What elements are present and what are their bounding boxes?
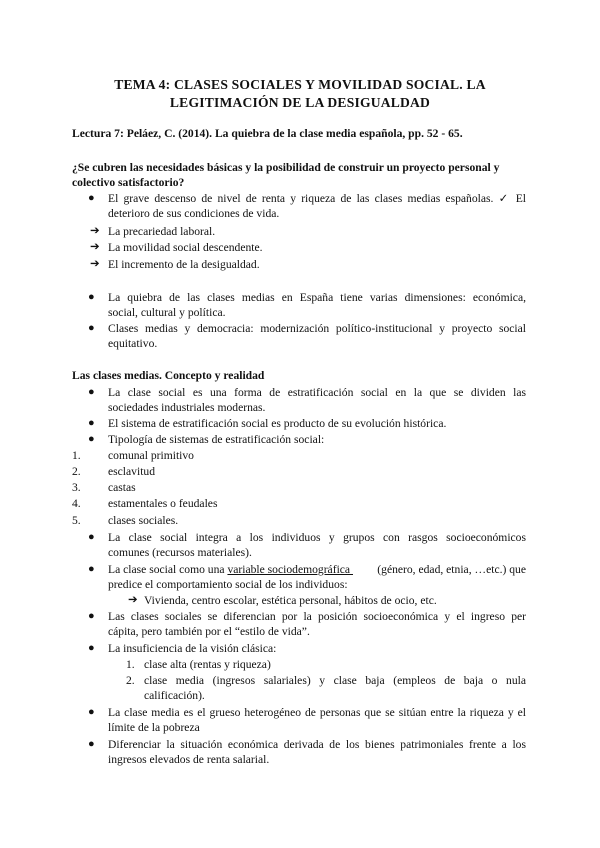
s2-b9-line2: ingresos elevados de renta salarial. [108, 753, 270, 766]
arrow-icon: ➔ [128, 594, 138, 606]
s2-b9-line1: Diferenciar la situación económica derivada de los bienes patrimoniales frente a los [108, 738, 526, 751]
sublist-number: 1. [126, 658, 135, 671]
s2-sub2-line2: calificación). [144, 689, 205, 702]
s2-b1-line1: La clase social es una forma de estratificación social en la que se dividen las [108, 386, 526, 399]
section2-heading: Las clases medias. Concepto y realidad [72, 369, 265, 382]
s1-arrow2: La movilidad social descendente. [108, 241, 263, 254]
bullet-icon: ● [88, 563, 95, 575]
s2-sub1: clase alta (rentas y riqueza) [144, 658, 271, 671]
reading-reference: Lectura 7: Peláez, C. (2014). La quiebra de la clase media española, pp. 52 - 65. [72, 127, 463, 140]
s2-b4-line1: La clase social integra a los individuos y grupos con rasgos socioeconómicos [108, 531, 526, 544]
title-line-1: TEMA 4: CLASES SOCIALES Y MOVILIDAD SOCIAL. LA [114, 77, 486, 92]
s2-b5-post: (género, edad, etnia, …etc.) que [377, 563, 526, 576]
bullet-icon: ● [88, 642, 95, 654]
s2-b5-arrow: Vivienda, centro escolar, estética personal, hábitos de ocio, etc. [144, 594, 437, 607]
list-number: 1. [72, 449, 81, 462]
s2-b5-line2: predice el comportamiento social de los individuos: [108, 578, 348, 591]
list-number: 3. [72, 481, 81, 494]
list-item: castas [108, 481, 136, 494]
sublist-number: 2. [126, 674, 135, 687]
bullet-icon: ● [88, 706, 95, 718]
bullet-icon: ● [88, 610, 95, 622]
list-item: clases sociales. [108, 514, 179, 527]
list-item: comunal primitivo [108, 449, 194, 462]
arrow-icon: ➔ [90, 225, 100, 237]
s1-bullet1-line2: deterioro de sus condiciones de vida. [108, 207, 280, 220]
arrow-icon: ➔ [90, 241, 100, 253]
s2-b3: Tipología de sistemas de estratificación social: [108, 433, 325, 446]
s1-bullet2-line1: La quiebra de las clases medias en España tiene varias dimensiones: económica, [108, 291, 526, 304]
s2-b4-line2: comunes (recursos materiales). [108, 546, 252, 559]
list-number: 5. [72, 514, 81, 527]
bullet-icon: ● [88, 192, 95, 204]
title-line-2: LEGITIMACIÓN DE LA DESIGUALDAD [169, 95, 431, 110]
list-number: 2. [72, 465, 81, 478]
list-number: 4. [72, 497, 81, 510]
s2-b5-pre: La clase social como una [108, 563, 228, 576]
s1-bullet1-line1: El grave descenso de nivel de renta y riqueza de las clases medias españolas. ✓ El [108, 192, 526, 205]
s2-b1-line2: sociedades industriales modernas. [108, 401, 266, 414]
section1-heading-line1: ¿Se cubren las necesidades básicas y la posibilidad de construir un proyecto personal y [72, 161, 500, 174]
bullet-icon: ● [88, 291, 95, 303]
s2-b2: El sistema de estratificación social es producto de su evolución histórica. [108, 417, 447, 430]
s2-b7: La insuficiencia de la visión clásica: [108, 642, 277, 655]
s1-arrow3: El incremento de la desigualdad. [108, 258, 260, 271]
section1-heading-line2: colectivo satisfactorio? [72, 176, 185, 189]
s2-sub2-line1: clase media (ingresos salariales) y clase baja (empleos de baja o nula [144, 674, 526, 687]
s1-bullet3-line1: Clases medias y democracia: modernización político-institucional y proyecto social [108, 322, 526, 335]
variable-sociodemografica-link: variable sociodemográfica [227, 563, 353, 576]
s1-bullet3-line2: equitativo. [108, 337, 158, 350]
s2-b6-line1: Las clases sociales se diferencian por la posición socioeconómica y el ingreso per [108, 610, 526, 623]
arrow-icon: ➔ [90, 258, 100, 270]
s1-bullet2-line2: social, cultural y política. [108, 306, 226, 319]
s2-b8-line1: La clase media es el grueso heterogéneo de personas que se sitúan entre la riqueza y el [108, 706, 526, 719]
page-title [60, 76, 540, 112]
bullet-icon: ● [88, 531, 95, 543]
s2-b8-line2: límite de la pobreza [108, 721, 200, 734]
bullet-icon: ● [88, 417, 95, 429]
bullet-icon: ● [88, 322, 95, 334]
list-item: esclavitud [108, 465, 156, 478]
bullet-icon: ● [88, 738, 95, 750]
s1-arrow1: La precariedad laboral. [108, 225, 216, 238]
bullet-icon: ● [88, 386, 95, 398]
bullet-icon: ● [88, 433, 95, 445]
list-item: estamentales o feudales [108, 497, 218, 510]
s2-b5-line1 [108, 562, 526, 577]
s2-b6-line2: cápita, pero también por el “estilo de vida”. [108, 625, 310, 638]
